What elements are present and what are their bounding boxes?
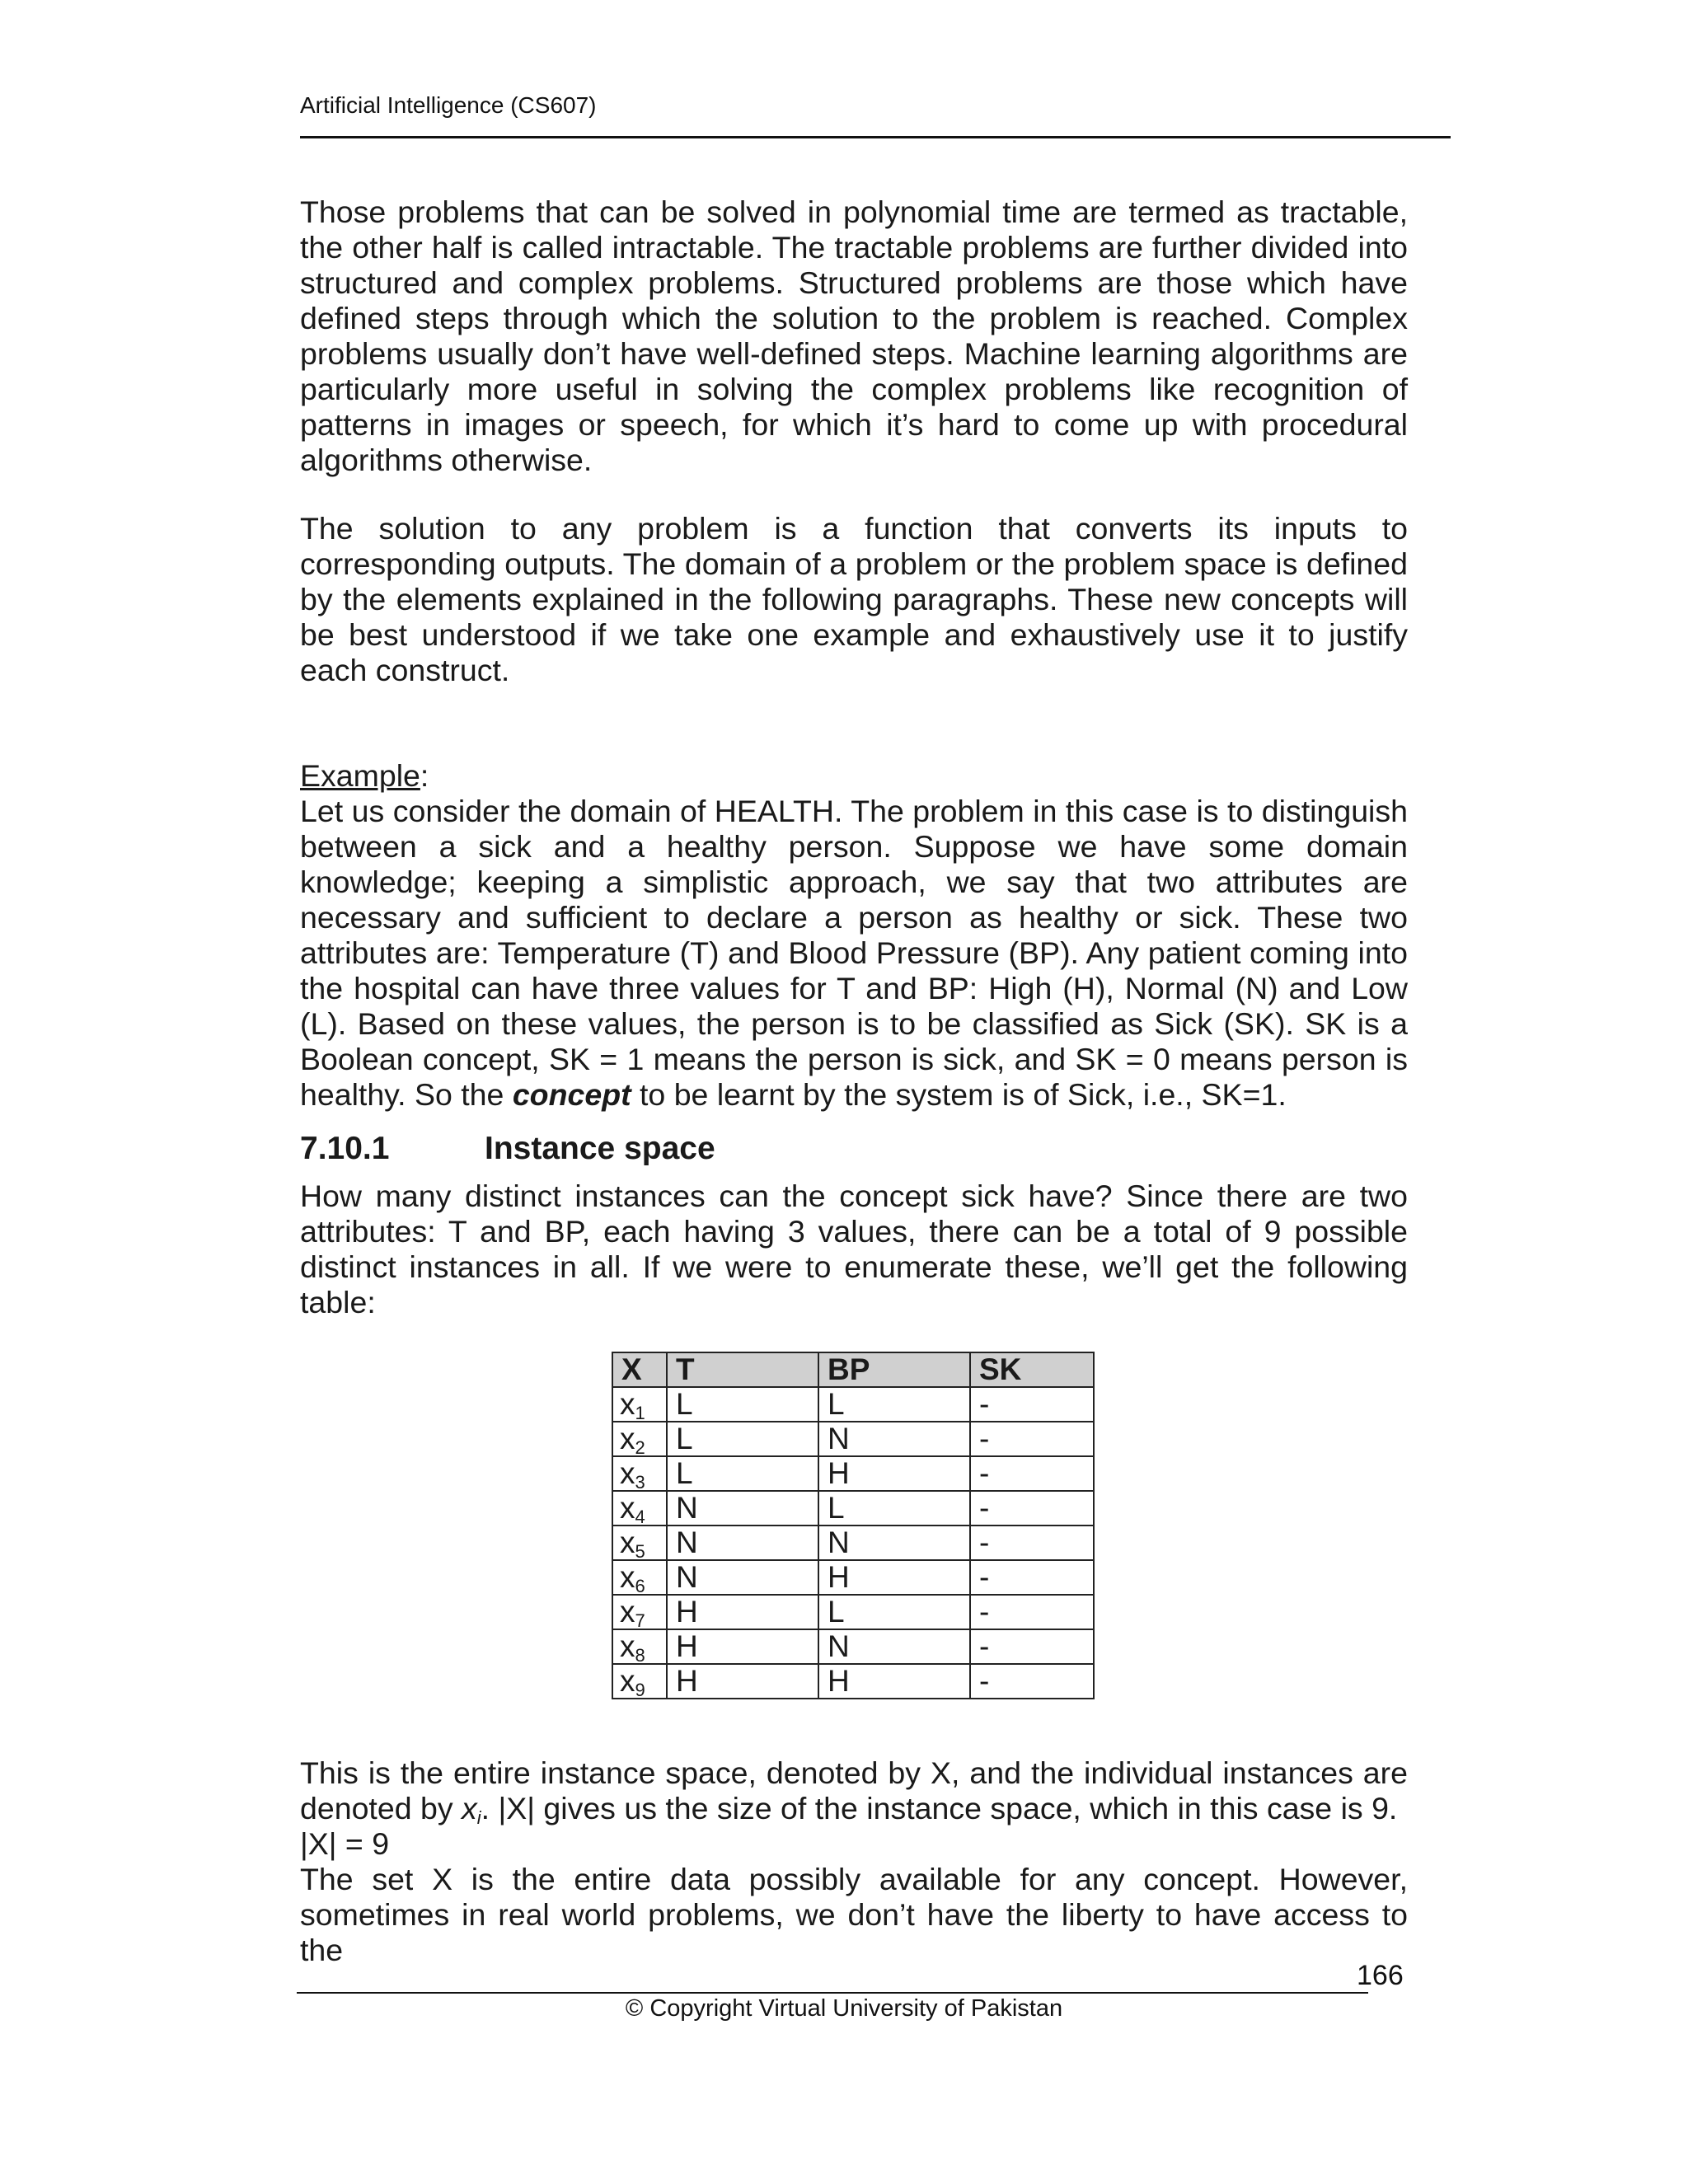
t-cell: H (667, 1629, 818, 1664)
example-label (300, 758, 1408, 794)
instance-cell: $x_8$ (612, 1629, 667, 1664)
instance-space-size: |X| = 9 (300, 1826, 390, 1861)
table-row (612, 1560, 1094, 1595)
header-cell-sk: SK (970, 1352, 1094, 1387)
bp-cell: H (818, 1664, 970, 1699)
t-cell: N (667, 1560, 818, 1595)
bp-cell: L (818, 1595, 970, 1629)
table-row (612, 1664, 1094, 1699)
instance-cell: $x_7$ (612, 1595, 667, 1629)
example-label-colon: : (420, 758, 429, 793)
sk-cell: - (970, 1526, 1094, 1560)
instance-space-table (612, 1352, 1095, 1699)
table-row (612, 1387, 1094, 1422)
bp-cell: N (818, 1422, 970, 1456)
paragraph-text: Those problems that can be solved in polynomial time are termed as tractable, the other half is called intractable. The tractable problems are further divided into structured and complex problems. Structured problems are those which have defined steps through which the solution to the problem is reached. Complex problems usually don’t have well-defined steps. Machine learning algorithms are particularly more useful in solving the complex problems like recognition of patterns in images or speech, for which it’s hard to come up with procedural algorithms otherwise. (300, 194, 1408, 477)
instance-cell: $x_2$ (612, 1422, 667, 1456)
section-title: Instance space (485, 1131, 715, 1166)
table-row (612, 1595, 1094, 1629)
bp-cell: L (818, 1491, 970, 1526)
instance-variable: $x_i$ (462, 1791, 481, 1828)
page-number: 166 (1357, 1960, 1404, 1991)
sk-cell: - (970, 1387, 1094, 1422)
sk-cell: - (970, 1664, 1094, 1699)
t-cell: N (667, 1491, 818, 1526)
example-paragraph (300, 794, 1408, 1113)
paragraph-text: The solution to any problem is a function that converts its inputs to corresponding outputs. The domain of a problem or the problem space is defined by the elements explained in the following paragraphs. These new concepts will be best understood if we take one example and exhaustively use it to justify each construct. (300, 511, 1408, 687)
bp-cell: H (818, 1456, 970, 1491)
table-row (612, 1491, 1094, 1526)
section-heading (300, 1131, 715, 1167)
sk-cell: - (970, 1560, 1094, 1595)
instance-cell: $x_4$ (612, 1491, 667, 1526)
example-text-after: to be learnt by the system is of Sick, i.e., SK=1. (631, 1077, 1287, 1112)
t-cell: L (667, 1456, 818, 1491)
instance-cell: $x_6$ (612, 1560, 667, 1595)
t-cell: L (667, 1422, 818, 1456)
bp-cell: H (818, 1560, 970, 1595)
copyright-notice: © Copyright Virtual University of Pakistan (625, 1995, 1063, 2022)
bp-cell: L (818, 1387, 970, 1422)
instance-cell: $x_3$ (612, 1456, 667, 1491)
instance-cell: $x_9$ (612, 1664, 667, 1699)
bp-cell: N (818, 1629, 970, 1664)
sk-cell: - (970, 1629, 1094, 1664)
table-header-row (612, 1352, 1094, 1387)
instance-cell: $x_1$ (612, 1387, 667, 1422)
t-cell: N (667, 1526, 818, 1560)
table-row (612, 1629, 1094, 1664)
sk-cell: - (970, 1456, 1094, 1491)
concept-emphasis: concept (512, 1077, 631, 1112)
t-cell: L (667, 1387, 818, 1422)
table-row (612, 1526, 1094, 1560)
instance-cell: $x_5$ (612, 1526, 667, 1560)
t-cell: H (667, 1664, 818, 1699)
example-block (300, 758, 1408, 1113)
running-header: Artificial Intelligence (CS607) (300, 92, 597, 118)
header-rule (300, 136, 1451, 138)
t-cell: H (667, 1595, 818, 1629)
table-row (612, 1456, 1094, 1491)
section-number: 7.10.1 (300, 1131, 390, 1166)
example-text-before: Let us consider the domain of HEALTH. The problem in this case is to distinguish between a sick and a healthy person. Suppose we have some domain knowledge; keeping a simplistic approach, we say that two attributes are necessary and sufficient to declare a person as healthy or sick. These two attributes are: Temperature (T) and Blood Pressure (BP). Any patient coming into the hospital can have three values for T and BP: High (H), Normal (N) and Low (L). Based on these values, the person is to be classified as Sick (SK). SK is a Boolean concept, SK = 1 means the person is sick, and SK = 0 means person is healthy. So the (300, 794, 1408, 1112)
sk-cell: - (970, 1595, 1094, 1629)
example-label-text: Example (300, 758, 420, 793)
table-row (612, 1422, 1094, 1456)
sk-cell: - (970, 1422, 1094, 1456)
instance-space-continuation: The set X is the entire data possibly available for any concept. However, sometimes in real world problems, we don’t have the liberty to have access to the (300, 1862, 1408, 1967)
sk-cell: - (970, 1491, 1094, 1526)
paragraph-instance-space (300, 1755, 1408, 1968)
paragraph-instance-count (300, 1179, 1408, 1320)
instance-space-sentence: This is the entire instance space, denoted by X, and the individual instances are denoted by $x_i$. |X| gives us the size of the instance space, which in this case is 9. (300, 1755, 1408, 1828)
header-cell-t: T (667, 1352, 818, 1387)
paragraph-problem-domain (300, 511, 1408, 688)
paragraph-tractable-problems (300, 194, 1408, 478)
header-cell-x: X (612, 1352, 667, 1387)
header-cell-bp: BP (818, 1352, 970, 1387)
paragraph-text: How many distinct instances can the concept sick have? Since there are two attributes: T and BP, each having 3 values, there can be a total of 9 possible distinct instances in all. If we were to enumerate these, we’ll get the following table: (300, 1179, 1408, 1319)
footer-rule (297, 1992, 1368, 1994)
bp-cell: N (818, 1526, 970, 1560)
